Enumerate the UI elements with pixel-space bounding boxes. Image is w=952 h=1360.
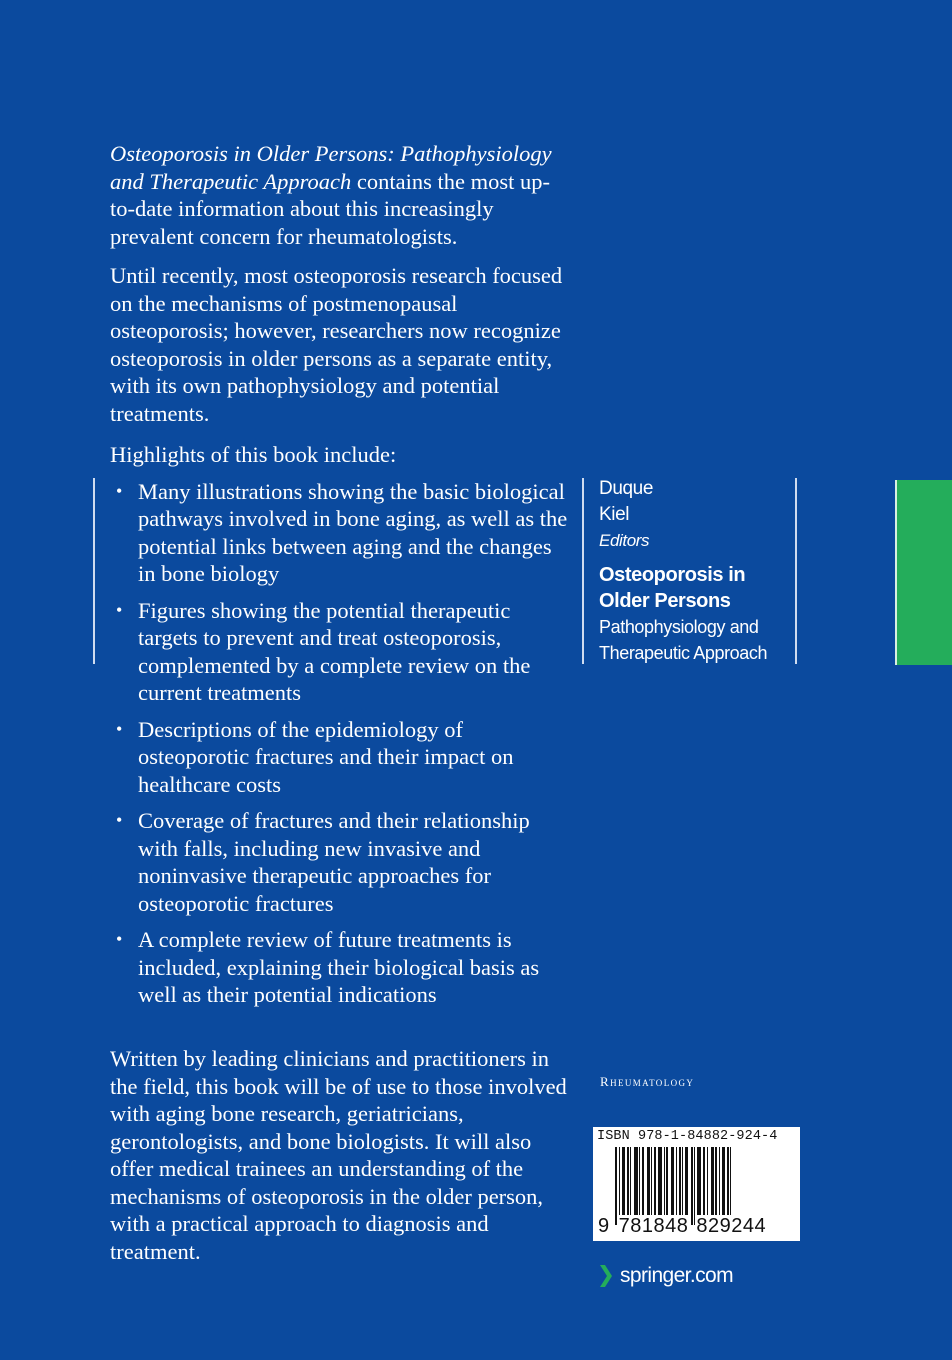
bullet-icon: • [116,718,123,739]
intro-rest: contains the most up-to-date information about this increasingly prevalent concern for rheumatologists. [110,168,550,249]
editor-name: Duque [599,478,653,499]
green-accent-bar [895,480,952,665]
bullet-icon: • [116,810,123,830]
spine-divider-left [582,478,584,664]
highlight-item: • Coverage of fractures and their relationship with falls, including new invasive and noninvasive therapeutic approaches for osteoporotic fractures [116,808,530,916]
highlights-list [116,478,570,1009]
bullet-icon: • [116,599,123,620]
intro-paragraph [110,140,570,250]
highlight-item: • A complete review of future treatments is included, explaining their biological basis as well as their potential indications [116,927,540,1007]
book-subtitle-line: Therapeutic Approach [599,643,768,663]
highlight-item: • Descriptions of the epidemiology of osteoporotic fractures and their impact on healthcare costs [116,716,514,797]
research-paragraph: Until recently, most osteoporosis research focused on the mechanisms of postmenopausal osteoporosis; however, researchers now recognize osteoporosis in older persons as a separate entity, with its own pathophysiology and potential treatments. [110,263,563,426]
highlight-item: • Many illustrations showing the basic biological pathways involved in bone aging, as well as the potential links between aging and the changes in bone biology [116,478,568,586]
left-text-column [110,140,570,1018]
bullet-icon: • [116,929,123,949]
publisher-url[interactable]: springer.com [620,1264,734,1287]
editor-name: Kiel [599,504,630,525]
book-title-line: Osteoporosis in [599,564,746,586]
bullet-icon: • [116,480,123,501]
book-title-line: Older Persons [599,590,731,612]
closing-paragraph: Written by leading clinicians and practitioners in the field, this book will be of use to those involved with aging bone research, geriatricians, gerontologists, and bone biologists. It will also offer medical trainees an understanding of the mechanisms of osteoporosis in the older person, with a practical approach to diagnosis and treatment. [110,1046,567,1264]
spine-info [599,476,789,666]
chevron-right-icon [600,1265,612,1287]
isbn-text: ISBN 978-1-84882-924-4 [597,1129,778,1144]
publisher-link[interactable] [600,1264,733,1288]
spine-divider-right [795,478,797,664]
highlight-item: • Figures showing the potential therapeutic targets to prevent and treat osteoporosis, complemented by a complete review on the current treatments [116,597,531,705]
barcode-bars-icon [615,1147,787,1225]
book-subtitle-line: Pathophysiology and [599,617,759,637]
editors-label: Editors [599,531,650,550]
left-divider [93,478,95,664]
barcode-digits: 9 781848 829244 [598,1215,767,1237]
isbn-barcode [593,1127,800,1241]
category-label: Rheumatology [600,1074,695,1089]
highlights-heading: Highlights of this book include: [110,442,397,467]
book-title-italic: Osteoporosis in Older Persons: Pathophysiology and Therapeutic Approach [110,141,552,194]
